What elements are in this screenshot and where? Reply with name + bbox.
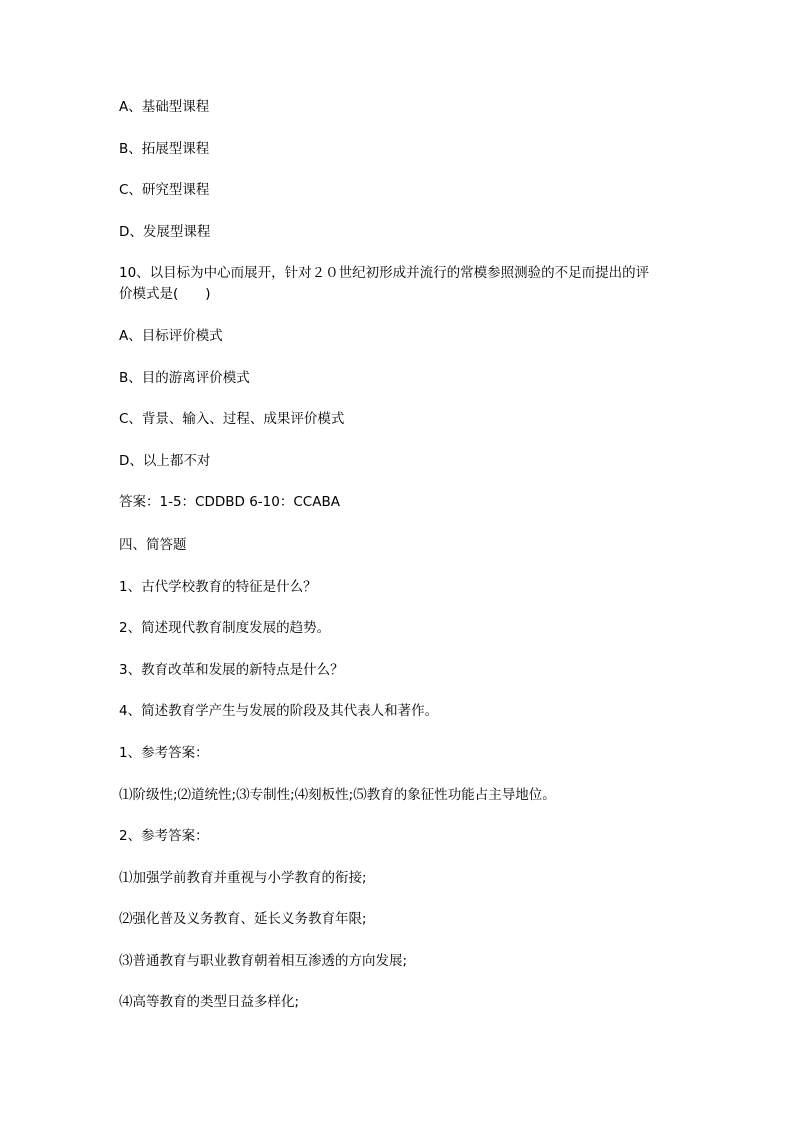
q10-stem-line2: 价模式是( ) <box>119 286 211 302</box>
answer-2-item-3: ⑶普通教育与职业教育朝着相互渗透的方向发展; <box>119 953 408 969</box>
answer-1-heading: 1、参考答案： <box>119 745 209 761</box>
answer-2-item-2: ⑵强化普及义务教育、延长义务教育年限; <box>119 911 367 927</box>
q9-option-a: A、基础型课程 <box>119 99 210 115</box>
q10-option-d: D、以上都不对 <box>119 453 211 469</box>
answer-1-text: ⑴阶级性;⑵道统性;⑶专制性;⑷刻板性;⑸教育的象征性功能占主导地位。 <box>119 787 556 803</box>
q9-option-d: D、发展型课程 <box>119 224 211 240</box>
answer-key: 答案：1-5：CDDBD 6-10：CCABA <box>119 494 340 510</box>
q10-option-b: B、目的游离评价模式 <box>119 370 250 386</box>
question-4: 4、简述教育学产生与发展的阶段及其代表人和著作。 <box>119 703 439 719</box>
question-2: 2、简述现代教育制度发展的趋势。 <box>119 620 331 636</box>
q9-option-b: B、拓展型课程 <box>119 141 210 157</box>
question-1: 1、古代学校教育的特征是什么？ <box>119 579 317 595</box>
section-title: 四、简答题 <box>119 537 187 553</box>
answer-2-item-1: ⑴加强学前教育并重视与小学教育的衔接; <box>119 870 367 886</box>
q10-option-c: C、背景、输入、过程、成果评价模式 <box>119 411 345 427</box>
answer-2-item-4: ⑷高等教育的类型日益多样化; <box>119 994 300 1010</box>
answer-2-heading: 2、参考答案： <box>119 828 209 844</box>
q9-option-c: C、研究型课程 <box>119 182 210 198</box>
question-3: 3、教育改革和发展的新特点是什么？ <box>119 662 344 678</box>
q10-stem-line1: 10、以目标为中心而展开，针对２０世纪初形成并流行的常模参照测验的不足而提出的评 <box>119 265 650 281</box>
q10-option-a: A、目标评价模式 <box>119 328 223 344</box>
